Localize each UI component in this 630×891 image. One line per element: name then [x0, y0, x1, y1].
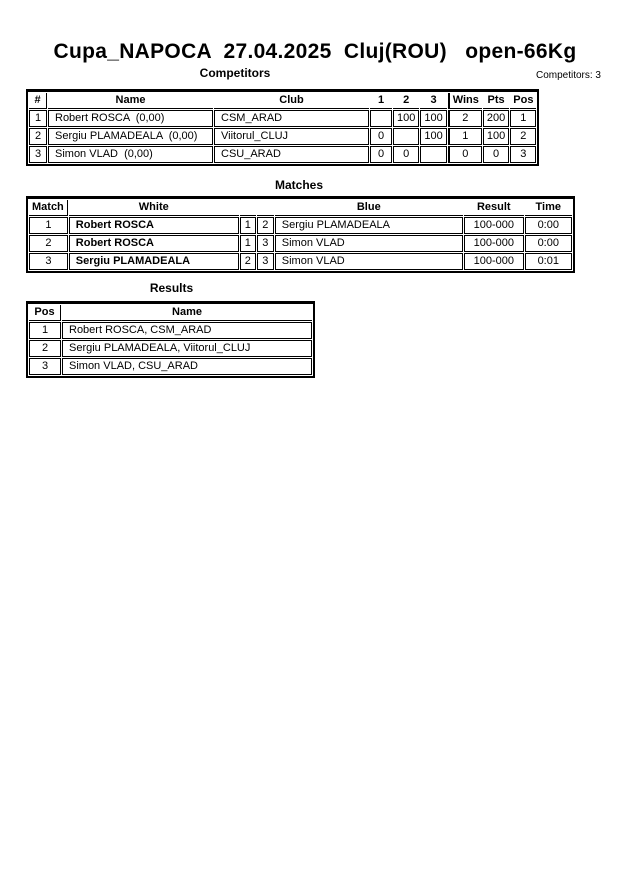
- competitors-table: [26, 89, 539, 166]
- competitor-name: Simon VLAD (0,00): [48, 146, 213, 163]
- results-header-row: [29, 305, 312, 321]
- col-header-name: Name: [62, 305, 312, 321]
- blue-player-seed: 3: [257, 253, 274, 270]
- table-row: [29, 128, 536, 145]
- col-header-name: Name: [48, 93, 213, 109]
- table-row: [29, 358, 312, 375]
- match-result: 100-000: [464, 253, 524, 270]
- competitor-club: Viitorul_CLUJ: [214, 128, 369, 145]
- col-header-white: White: [69, 200, 239, 216]
- result-name: Simon VLAD, CSU_ARAD: [62, 358, 312, 375]
- col-header-pts: Pts: [483, 93, 509, 109]
- competitor-pos: 3: [510, 146, 536, 163]
- competitors-section-title: Competitors: [199, 66, 271, 80]
- col-header-time: Time: [525, 200, 572, 216]
- col-header-club: Club: [214, 93, 369, 109]
- competitor-pts: 0: [483, 146, 509, 163]
- col-header-blue-num: [257, 200, 274, 216]
- matches-section-title: Matches: [274, 178, 324, 192]
- competitor-pos: 1: [510, 110, 536, 127]
- match-number: 2: [29, 235, 68, 252]
- match-time: 0:00: [525, 235, 572, 252]
- col-header-number: #: [29, 93, 47, 109]
- white-player-seed: 1: [240, 235, 256, 252]
- result-pos: 2: [29, 340, 61, 357]
- competitor-name: Robert ROSCA (0,00): [48, 110, 213, 127]
- score-vs-2: [393, 128, 419, 145]
- results-section-title: Results: [149, 281, 194, 295]
- score-vs-3: 100: [420, 128, 446, 145]
- result-pos: 1: [29, 322, 61, 339]
- col-header-match: Match: [29, 200, 68, 216]
- col-header-blue: Blue: [275, 200, 463, 216]
- match-time: 0:00: [525, 217, 572, 234]
- white-player-name: Sergiu PLAMADEALA: [69, 253, 239, 270]
- match-number: 3: [29, 253, 68, 270]
- col-header-white-num: [240, 200, 256, 216]
- table-row: [29, 322, 312, 339]
- table-row: [29, 146, 536, 163]
- competitor-number: 3: [29, 146, 47, 163]
- col-header-wins: Wins: [448, 93, 482, 109]
- competitor-wins: 2: [448, 110, 482, 127]
- white-player-seed: 1: [240, 217, 256, 234]
- match-result: 100-000: [464, 217, 524, 234]
- score-vs-1: [370, 110, 392, 127]
- competitor-club: CSU_ARAD: [214, 146, 369, 163]
- score-vs-3: 100: [420, 110, 446, 127]
- table-row: [29, 235, 572, 252]
- score-vs-2: 0: [393, 146, 419, 163]
- match-result: 100-000: [464, 235, 524, 252]
- col-header-opp3: 3: [420, 93, 446, 109]
- col-header-pos: Pos: [29, 305, 61, 321]
- blue-player-name: Simon VLAD: [275, 253, 463, 270]
- competitor-pts: 100: [483, 128, 509, 145]
- competitors-header-row: [29, 93, 536, 109]
- score-vs-1: 0: [370, 128, 392, 145]
- col-header-result: Result: [464, 200, 524, 216]
- score-vs-3: [420, 146, 446, 163]
- result-name: Robert ROSCA, CSM_ARAD: [62, 322, 312, 339]
- col-header-opp1: 1: [370, 93, 392, 109]
- competitor-wins: 0: [448, 146, 482, 163]
- competitor-pts: 200: [483, 110, 509, 127]
- blue-player-name: Simon VLAD: [275, 235, 463, 252]
- competitors-count-label: Competitors: 3: [535, 70, 601, 81]
- competitor-name: Sergiu PLAMADEALA (0,00): [48, 128, 213, 145]
- competitor-wins: 1: [448, 128, 482, 145]
- table-row: [29, 253, 572, 270]
- score-vs-2: 100: [393, 110, 419, 127]
- col-header-opp2: 2: [393, 93, 419, 109]
- blue-player-seed: 2: [257, 217, 274, 234]
- result-pos: 3: [29, 358, 61, 375]
- page-title: Cupa_NAPOCA 27.04.2025 Cluj(ROU) open-66Kg: [53, 40, 577, 63]
- blue-player-seed: 3: [257, 235, 274, 252]
- col-header-pos: Pos: [510, 93, 536, 109]
- white-player-seed: 2: [240, 253, 256, 270]
- competitor-pos: 2: [510, 128, 536, 145]
- match-time: 0:01: [525, 253, 572, 270]
- result-name: Sergiu PLAMADEALA, Viitorul_CLUJ: [62, 340, 312, 357]
- table-row: [29, 340, 312, 357]
- table-row: [29, 110, 536, 127]
- white-player-name: Robert ROSCA: [69, 235, 239, 252]
- results-table: [26, 301, 315, 378]
- score-vs-1: 0: [370, 146, 392, 163]
- table-row: [29, 217, 572, 234]
- competitor-club: CSM_ARAD: [214, 110, 369, 127]
- competitor-number: 2: [29, 128, 47, 145]
- match-number: 1: [29, 217, 68, 234]
- matches-header-row: [29, 200, 572, 216]
- blue-player-name: Sergiu PLAMADEALA: [275, 217, 463, 234]
- matches-table: [26, 196, 575, 273]
- competitor-number: 1: [29, 110, 47, 127]
- white-player-name: Robert ROSCA: [69, 217, 239, 234]
